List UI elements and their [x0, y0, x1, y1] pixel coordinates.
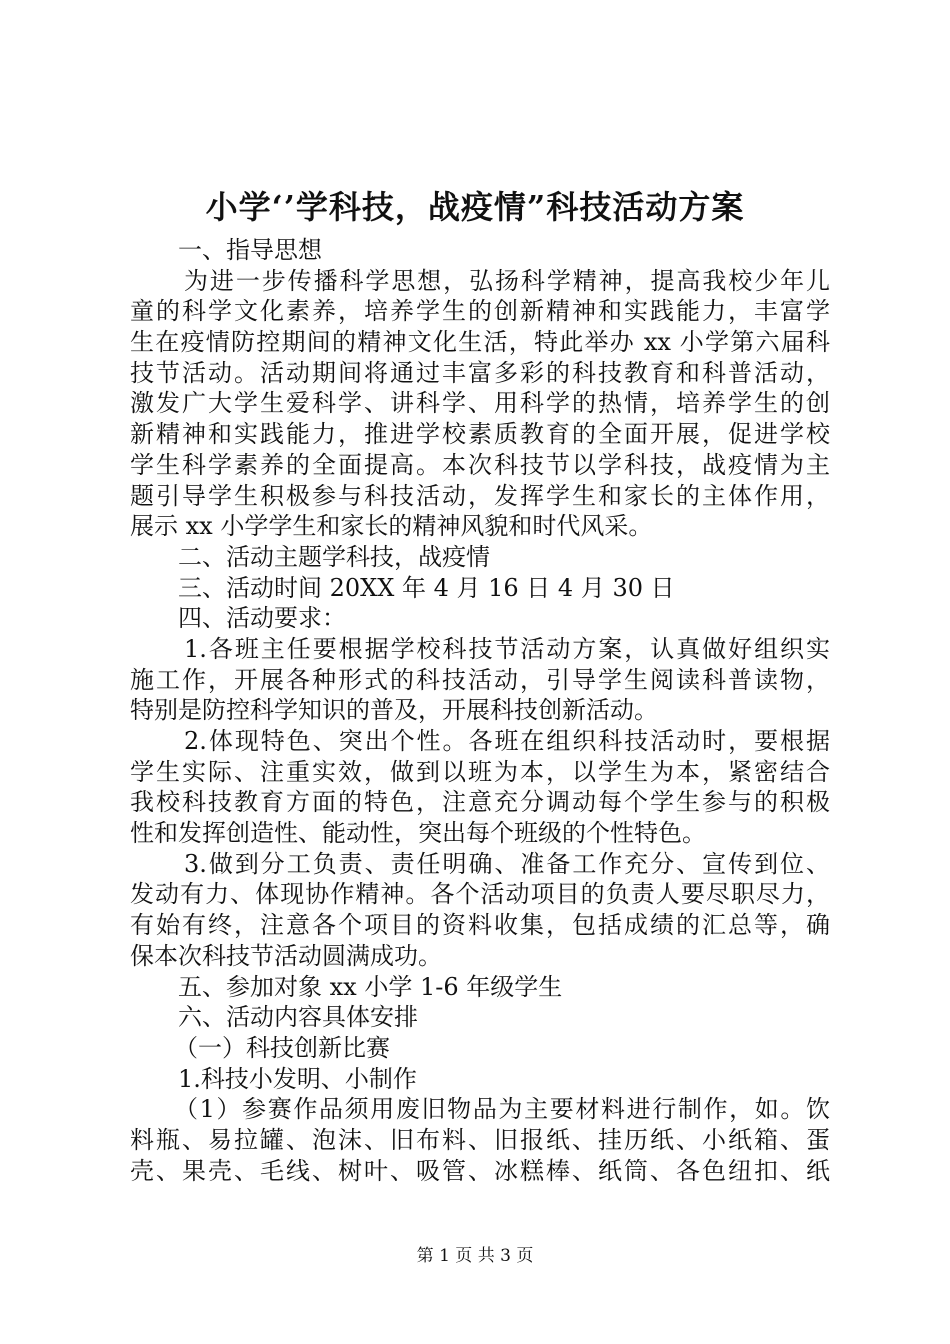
paragraph-line: 生在疫情防控期间的精神文化生活，特此举办 xx 小学第六届科: [130, 328, 830, 357]
section-heading: 三、活动时间 20XX 年 4 月 16 日 4 月 30 日: [178, 573, 675, 602]
paragraph-line: 施工作，开展各种形式的科技活动，引导学生阅读科普读物，: [130, 665, 830, 694]
paragraph-line: 有始有终，注意各个项目的资料收集，包括成绩的汇总等，确: [130, 911, 830, 940]
section-heading: 四、活动要求：: [178, 604, 346, 633]
paragraph-line: 为进一步传播科学思想，弘扬科学精神，提高我校少年儿: [184, 266, 830, 295]
paragraph-line: 童的科学文化素养，培养学生的创新精神和实践能力，丰富学: [130, 297, 830, 326]
section-heading: 六、活动内容具体安排: [178, 1003, 418, 1032]
paragraph-line: 特别是防控科学知识的普及，开展科技创新活动。: [130, 696, 658, 725]
document-body: [130, 235, 830, 1186]
paragraph-line: 题引导学生积极参与科技活动，发挥学生和家长的主体作用，: [130, 481, 830, 510]
paragraph-line: 发动有力、体现协作精神。各个活动项目的负责人要尽职尽力，: [130, 880, 830, 909]
paragraph-line: 技节活动。活动期间将通过丰富多彩的科技教育和科普活动，: [130, 358, 830, 387]
page-number: 第 1 页 共 3 页: [416, 1246, 534, 1266]
paragraph-line: 激发广大学生爱科学、讲科学、用科学的热情，培养学生的创: [130, 389, 830, 418]
paragraph-line: 新精神和实践能力，推进学校素质教育的全面开展，促进学校: [130, 420, 830, 449]
subsection-heading: （一）科技创新比赛: [174, 1033, 390, 1062]
paragraph-line: 学生科学素养的全面提高。本次科技节以学科技，战疫情为主: [130, 450, 830, 479]
paragraph-line: 3.做到分工负责、责任明确、准备工作充分、宣传到位、: [184, 849, 830, 878]
document-title: 小学‘’学科技，战疫情”科技活动方案: [205, 188, 745, 226]
subsection-heading: 1.科技小发明、小制作: [178, 1064, 417, 1093]
paragraph-line: 料瓶、易拉罐、泡沫、旧布料、旧报纸、挂历纸、小纸箱、蛋: [130, 1125, 830, 1154]
section-heading: 二、活动主题学科技，战疫情: [178, 542, 490, 571]
paragraph-line: 性和发挥创造性、能动性，突出每个班级的个性特色。: [130, 819, 706, 848]
section-heading: 五、参加对象 xx 小学 1-6 年级学生: [178, 972, 563, 1001]
section-heading: 一、指导思想: [178, 236, 322, 264]
paragraph-line: 1.各班主任要根据学校科技节活动方案，认真做好组织实: [184, 634, 830, 663]
paragraph-line: 展示 xx 小学学生和家长的精神风貌和时代风采。: [130, 512, 653, 541]
paragraph-line: 2.体现特色、突出个性。各班在组织科技活动时，要根据: [184, 727, 830, 755]
paragraph-line: 壳、果壳、毛线、树叶、吸管、冰糕棒、纸筒、各色纽扣、纸: [130, 1156, 830, 1185]
paragraph-line: 保本次科技节活动圆满成功。: [130, 941, 442, 970]
paragraph-line: 我校科技教育方面的特色，注意充分调动每个学生参与的积极: [130, 788, 830, 817]
paragraph-line: （1）参赛作品须用废旧物品为主要材料进行制作，如。饮: [174, 1095, 830, 1124]
paragraph-line: 学生实际、注重实效，做到以班为本，以学生为本，紧密结合: [130, 757, 830, 786]
